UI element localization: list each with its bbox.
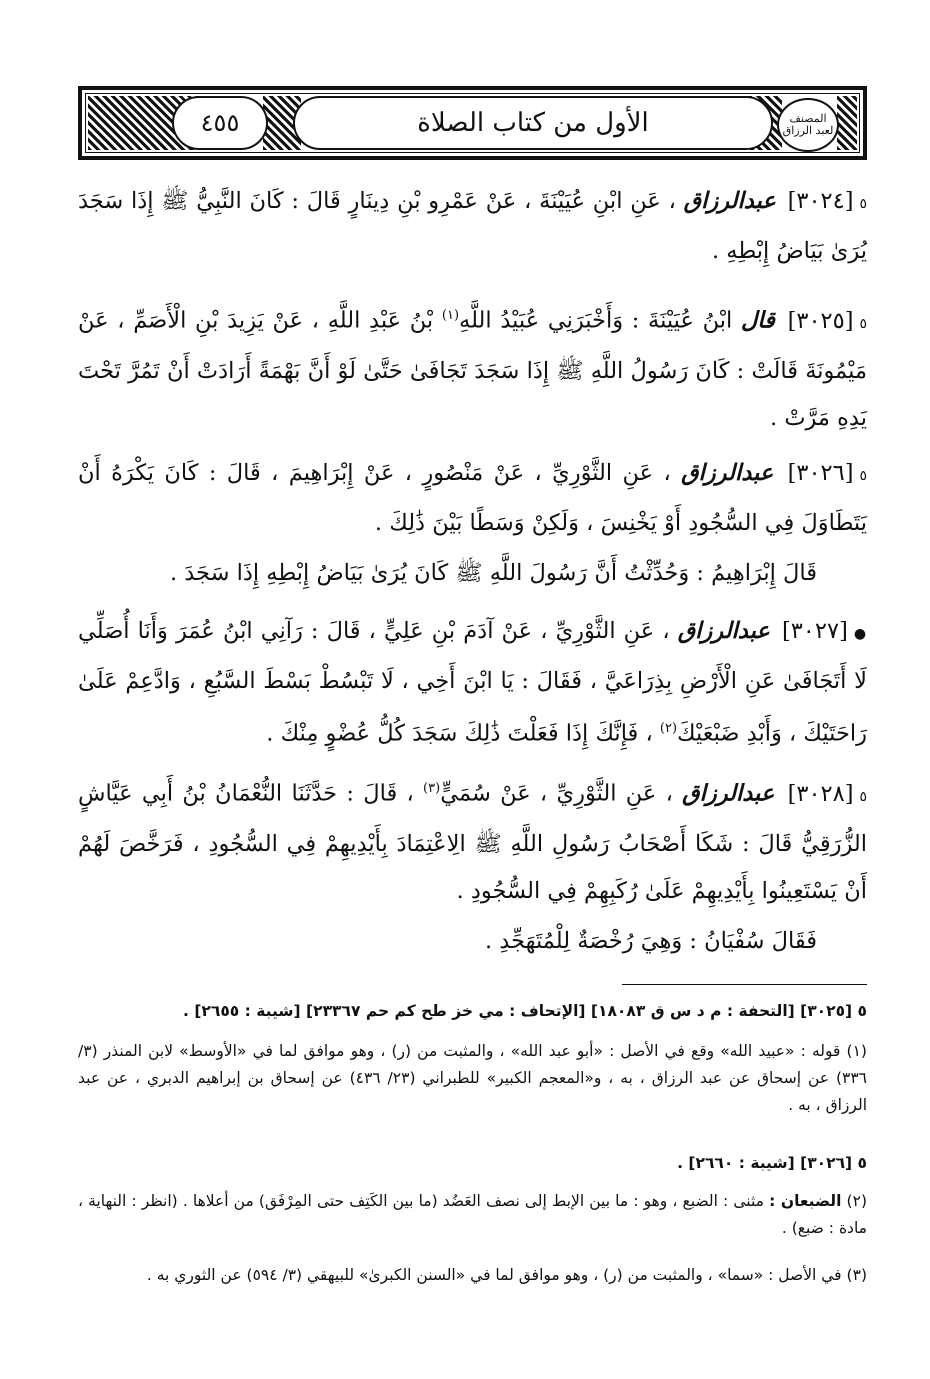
hadith-text: ابْنُ عُيَيْنَةَ : وَأَخْبَرَنِي عُبَيْدُ اللَّهِ — [459, 307, 733, 334]
hadith-author: عبدالرزاق — [683, 188, 776, 214]
hadith-3027 — [78, 608, 867, 758]
title-cartouche — [293, 96, 773, 150]
hadith-number: [٣٠٢٧] — [781, 618, 848, 644]
hadith-text: قَالَ إِبْرَاهِيمُ : وَحُدِّثْتُ أَنَّ رَسُولَ اللَّهِ ﷺ كَانَ يُرَىٰ بَيَاضُ إِبْطِهِ إِذَا سَجَدَ . — [169, 560, 817, 586]
footnote-1 — [78, 1038, 867, 1119]
hadith-marker: ● — [853, 626, 868, 642]
hadith-author: قال — [740, 307, 775, 334]
hadith-marker: ٥ — [859, 196, 868, 212]
source-reference-text: ٥ [٣٠٢٦] [شيبة : ٢٦٦٠] . — [677, 1154, 867, 1172]
hadith-author: عبدالرزاق — [682, 780, 775, 807]
hadith-text: ، عَنِ الثَّوْرِيِّ ، عَنْ سُمَيٍّ — [440, 780, 673, 807]
hadith-marker: ٥ — [859, 788, 868, 805]
book-logo-text: المصنف لعبد الرزاق — [782, 112, 834, 137]
footnote-text: في الأصل : «سما» ، والمثبت من (ر) ، وهو موافق لما في «السنن الكبرىٰ» للبيهقي (٣/ ٥٩٤) عن الثوري به . — [146, 1266, 842, 1284]
hadith-text: ، عَنِ ابْنِ عُيَيْنَةَ ، عَنْ عَمْرِو بْنِ دِينَارٍ قَالَ : كَانَ النَّبِيُّ ﷺ إِذَا سَجَدَ يُرَىٰ بَيَاضُ إِبْطِهِ . — [78, 188, 867, 264]
footnote-text: مثنى : الضبع ، وهو : ما بين الإبط إلى نصف العَضُد (ما بين الكَتِف حتى المِرْفَق) من أعلاها . (انظر : النهاية ، مادة : ضبع) . — [78, 1192, 867, 1237]
hadith-number: [٣٠٢٥] — [787, 307, 854, 334]
hadith-text: بْنُ عَبْدِ اللَّهِ ، عَنْ يَزِيدَ بْنِ الْأَصَمِّ ، عَنْ مَيْمُونَةَ قَالَتْ : كَانَ رَسُولُ اللَّهِ ﷺ إِذَا سَجَدَ تَجَافَىٰ حَتَّىٰ لَوْ أَنَّ بَهْمَةً أَرَادَتْ أَنْ تَمُرَّ تَحْتَ يَدِهِ مَرَّتْ . — [78, 307, 867, 431]
hadith-text: ، عَنِ الثَّوْرِيِّ ، عَنْ آدَمَ بْنِ عَلِيٍّ ، قَالَ : رَآنِي ابْنُ عُمَرَ وَأَنَا أُصَلِّي لَا أَتَجَافَىٰ عَنِ الْأَرْضِ بِذِرَاعَيَّ ، فَقَالَ : يَا ابْنَ أَخِي ، لَا تَبْسُطْ بَسْطَ السَّبُعِ ، وَادَّعِمْ عَلَىٰ رَاحَتَيْكَ ، وَأَبْدِ ضَبْعَيْكَ — [78, 618, 867, 747]
hadith-text: ، فَإِنَّكَ إِذَا فَعَلْتَ ذَٰلِكَ سَجَدَ كُلُّ عُضْوٍ مِنْكَ . — [266, 720, 653, 747]
hadith-marker: ٥ — [859, 468, 868, 484]
hadith-text: فَقَالَ سُفْيَانُ : وَهِيَ رُخْصَةٌ لِلْمُتَهَجِّدِ . — [484, 928, 817, 954]
hadith-text: ، عَنِ الثَّوْرِيِّ ، عَنْ مَنْصُورٍ ، عَنْ إِبْرَاهِيمَ ، قَالَ : كَانَ يَكْرَهُ أَنْ يَتَطَاوَلَ فِي السُّجُودِ أَوْ يَخْنِسَ ، وَلَكِنْ وَسَطًا بَيْنَ ذَٰلِكَ . — [78, 460, 867, 536]
hadith-3026-continuation — [78, 550, 867, 597]
source-reference — [78, 998, 867, 1025]
footnote-label: (٣) — [846, 1266, 867, 1284]
source-reference-text: ٥ [٣٠٢٥] [التحفة : م د س ق ١٨٠٨٣] [الإتحاف : مي خز طح كم حم ٢٣٣٦٧] [شيبة : ٢٦٥٥] . — [183, 1002, 867, 1020]
running-title: الأول من كتاب الصلاة — [417, 108, 649, 138]
footnote-ref[interactable]: (٣) — [423, 781, 441, 796]
hadith-marker: ٥ — [859, 315, 868, 332]
footnote-term: الضبعان : — [769, 1192, 842, 1210]
book-logo — [777, 98, 839, 152]
footnote-separator — [622, 984, 867, 985]
hadith-text: ، قَالَ : حَدَّثَنَا النُّعْمَانُ بْنُ أَبِي عَيَّاشٍ الزُّرَقِيُّ قَالَ : شَكَا أَصْحَابُ رَسُولِ اللَّهِ ﷺ الِاعْتِمَادَ بِأَيْدِيهِمْ فِي السُّجُودِ ، فَرَخَّصَ لَهُمْ أَنْ يَسْتَعِينُوا بِأَيْدِيهِمْ عَلَىٰ رُكَبِهِمْ فِي السُّجُودِ . — [78, 780, 867, 904]
page-header — [78, 86, 867, 160]
footnote-ref[interactable]: (١) — [441, 308, 460, 323]
hadith-3025 — [78, 292, 867, 442]
footnote-label: (٢) — [846, 1192, 867, 1210]
header-ornament-right — [837, 96, 857, 150]
page-number-cartouche — [172, 96, 268, 150]
footnote-text: قوله : «عبيد الله» وقع في الأصل : «أبو عبد الله» ، والمثبت من (ر) ، وهو موافق لما في «الأوسط» لابن المنذر (٣/ ٣٣٦) عن إسحاق عن عبد الرزاق ، به ، و«المعجم الكبير» للطبراني (٢٣/ ٤٣٦) عن إسحاق بن إبراهيم الدبري ، عن عبد الرزاق ، به . — [78, 1042, 868, 1114]
hadith-3026 — [78, 450, 867, 547]
hadith-3024 — [78, 178, 867, 275]
footnote-ref[interactable]: (٢) — [659, 721, 678, 736]
hadith-number: [٣٠٢٦] — [787, 460, 854, 486]
hadith-author: عبدالرزاق — [681, 460, 774, 486]
footnote-2 — [78, 1188, 867, 1242]
hadith-author: عبدالرزاق — [677, 618, 770, 644]
hadith-number: [٣٠٢٤] — [787, 188, 854, 214]
footnote-3 — [78, 1262, 867, 1289]
page-number: ٤٥٥ — [200, 109, 240, 137]
hadith-3028 — [78, 765, 867, 915]
hadith-3028-continuation — [78, 918, 867, 965]
hadith-number: [٣٠٢٨] — [787, 780, 854, 807]
footnote-label: (١) — [846, 1042, 867, 1060]
source-reference — [78, 1150, 867, 1177]
